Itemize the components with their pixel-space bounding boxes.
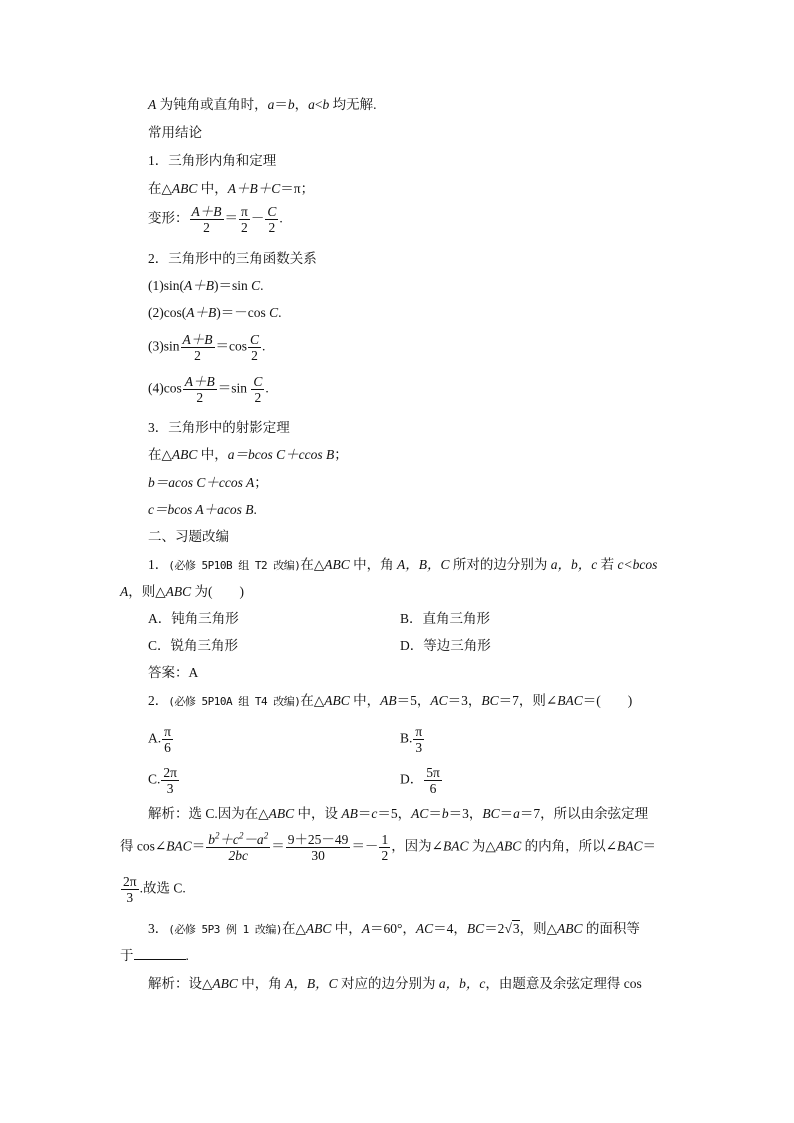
q1-answer: 答案：A [148,665,199,680]
q2-option-a: A. $\frac{\pi}{6}$ [148,724,171,755]
question-3-line1: 3．(必修 5P3 例 1 改编)在△ABC 中，A＝60°，AC＝4，BC＝2√3，则△ABC 的面积等 [148,921,640,936]
fraction: $\frac{\pi}{3}$ [415,724,423,755]
heading-angle-sum: 1．三角形内角和定理 [148,153,277,168]
heading-common-conclusions: 常用结论 [148,125,202,140]
q1-option-b: B．直角三角形 [400,611,491,626]
fraction: $\frac{9+25-49}{30}$ [287,832,349,863]
sqrt-symbol: √ [504,921,512,936]
fraction: $\frac{A+B}{2}$ [182,332,213,363]
heading-exercises: 二、习题改编 [148,529,229,544]
projection-1: 在△ABC 中，a＝bcos C＋ccos B； [148,447,348,462]
q2-solution-line1: 解析：选 C.因为在△ABC 中，设 AB＝c＝5，AC＝b＝3，BC＝a＝7，所以由余弦定理 [148,806,649,821]
question-2: 2．(必修 5P10A 组 T4 改编)在△ABC 中，AB＝5，AC＝3，BC＝7，则∠BAC＝( ) [148,693,633,708]
q1-option-a: A．钝角三角形 [148,611,239,626]
formula-4: (4)cos $\frac{A+B}{2}$ ＝sin $\frac{C}{2}$ . [148,374,269,405]
fraction: $\frac{C}{2}$ [267,204,277,235]
question-3-line2: 于 . [120,948,189,963]
projection-3: c＝bcos A＋acos B. [148,502,257,517]
fraction: $\frac{2\pi}{3}$ [163,765,177,796]
question-1-line2: A，则△ABC 为( ) [120,584,245,599]
heading-projection: 3．三角形中的射影定理 [148,420,290,435]
q2-option-c: C. $\frac{2\pi}{3}$ [148,765,177,796]
q1-option-c: C．锐角三角形 [148,638,239,653]
fraction: $\frac{\pi}{6}$ [164,724,171,755]
formula-3: (3)sin $\frac{A+B}{2}$ ＝cos $\frac{C}{2}$ . [148,332,266,363]
line-angle-sum: 在△ABC 中，A＋B＋C＝π； [148,181,315,196]
q2-solution-line2: 得 cos∠BAC＝ $\frac{b^2+c^2-a^2}{2bc}$ ＝ $\frac{9+25-49}{30}$ ＝－ $\frac{1}{2}$ ，因为∠BAC 为△ABC 的内角，所以∠BAC＝ [120,830,656,863]
q3-solution: 解析：设△ABC 中，角 A，B，C 对应的边分别为 a，b，c，由题意及余弦定理得 cos [148,976,642,991]
formula-2: (2)cos(A＋B)＝－cos C. [148,305,282,320]
fraction: $\frac{A+B}{2}$ [191,204,222,235]
fraction: $\frac{2\pi}{3}$ [123,874,137,905]
question-1-line1: 1．(必修 5P10B 组 T2 改编)在△ABC 中，角 A，B，C 所对的边分别为 a，b，c 若 c<bcos [148,557,658,572]
fraction: $\frac{A+B}{2}$ [184,374,215,405]
fraction: $\frac{C}{2}$ [253,374,263,405]
line-obtuse-case: A 为钝角或直角时，a＝b，a<b 均无解. [148,97,377,112]
q1-option-d: D．等边三角形 [400,638,491,653]
heading-trig-relations: 2．三角形中的三角函数关系 [148,251,317,266]
fraction: $\frac{1}{2}$ [381,832,389,863]
q2-option-b: B. $\frac{\pi}{3}$ [400,724,423,755]
line-variation: 变形： $\frac{A+B}{2}$ ＝ $\frac{\pi}{2}$ － $\frac{C}{2}$ . [148,204,283,235]
fraction: $\frac{\pi}{2}$ [241,204,248,235]
fraction: $\frac{5\pi}{6}$ [426,765,440,796]
fraction-cosine-law: $\frac{b^2+c^2-a^2}{2bc}$ [208,830,269,863]
projection-2: b＝acos C＋ccos A； [148,475,268,490]
fraction: $\frac{C}{2}$ [250,332,260,363]
q2-option-d: D． $\frac{5\pi}{6}$ [400,765,440,796]
answer-blank[interactable] [134,947,186,960]
q2-solution-line3: $\frac{2\pi}{3}$ .故选 C. [123,874,186,905]
formula-1: (1)sin(A＋B)＝sin C. [148,278,264,293]
